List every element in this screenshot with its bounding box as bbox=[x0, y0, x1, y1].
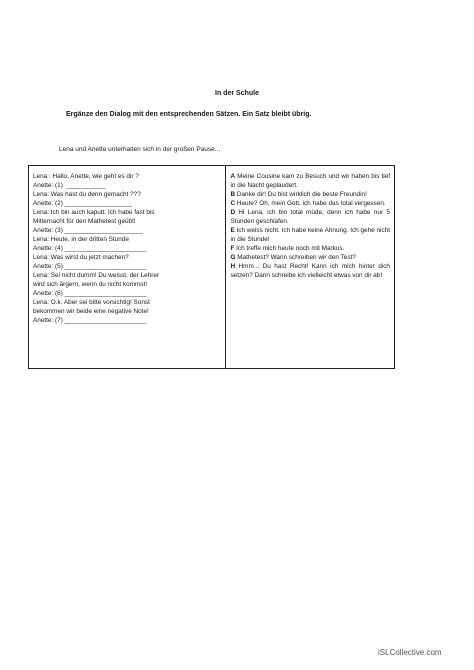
option-text: Heute? Oh, mein Gott, ich habe das total vergessen. bbox=[235, 200, 386, 207]
dialog-line: Lena : Hallo, Anette, wie geht es dir ? bbox=[33, 173, 139, 180]
dialog-line: Anette: (7) _______________________ bbox=[33, 317, 147, 324]
dialog-line: Anette: (6) _______________________ bbox=[33, 290, 147, 297]
option-letter: A bbox=[230, 173, 236, 180]
intro-text: Lena und Anette unterhalten sich in der großen Pause... bbox=[59, 146, 221, 153]
dialog-line: Lena: Was wirst du jetzt machen? bbox=[33, 254, 129, 261]
dialog-line: Anette: (4) _______________________ bbox=[33, 245, 147, 252]
option-text: Hi Lena, ich bin total müde, denn ich habe nur 5 Stunden geschlafen. bbox=[230, 209, 390, 225]
dialog-line: wird sich ärgern, wenn du nicht kommst! bbox=[33, 281, 148, 288]
exercise-table bbox=[28, 165, 395, 369]
dialog-line: Anette: (1) ___________ bbox=[33, 182, 106, 189]
dialog-line: Lena: O.k. Aber sei bitte vorsichtig! Sonst bbox=[33, 299, 150, 306]
option-item bbox=[230, 172, 390, 190]
option-item bbox=[230, 253, 390, 262]
worksheet-title: In der Schule bbox=[215, 90, 259, 97]
option-letter: H bbox=[230, 263, 236, 270]
dialog-line: Lena: Heute, in der dritten Stunde bbox=[33, 236, 129, 243]
site-watermark: iSLCollective.com bbox=[378, 648, 442, 657]
option-letter: C bbox=[230, 200, 236, 207]
dialog-line: Lena: Ich bin auch kaputt. Ich habe fast bis bbox=[33, 209, 155, 216]
dialog-line: Anette: (5) _______________________ bbox=[33, 263, 147, 270]
dialog-line: Lena: Was hast du denn gemacht ??? bbox=[33, 191, 141, 198]
dialog-line: Lena: Sei nicht dumm! Du weisst, der Lehrer bbox=[33, 272, 160, 279]
instruction-text: Ergänze den Dialog mit den entsprechenden Sätzen. Ein Satz bleibt übrig. bbox=[66, 111, 312, 118]
option-text: Hmm... Du hast Recht! Kann ich mich hinter dich setzen? Dann schreibe ich vielleicht etwas von dir ab! bbox=[230, 263, 390, 279]
option-item bbox=[230, 244, 390, 253]
dialog-line: bekommen wir beide eine negative Note! bbox=[33, 308, 149, 315]
option-letter: F bbox=[230, 245, 235, 252]
option-letter: D bbox=[230, 209, 236, 216]
options-column bbox=[226, 166, 394, 368]
dialog-column bbox=[29, 166, 226, 368]
option-text: Danke dir! Du bist wirklich die beste Freundin! bbox=[235, 191, 367, 198]
option-text: Mathetest? Wann schreiben wir den Test? bbox=[235, 254, 356, 261]
option-text: Meine Cousine kam zu Besuch und wir haben bis tief in die Nacht geplaudert. bbox=[230, 173, 390, 189]
option-item bbox=[230, 199, 390, 208]
option-letter: B bbox=[230, 191, 236, 198]
option-text: Ich treffe mich heute noch mit Markus. bbox=[234, 245, 345, 252]
option-item bbox=[230, 190, 390, 199]
dialog-line: Mitternacht für den Mathetest geübt! bbox=[33, 218, 136, 225]
option-item bbox=[230, 208, 390, 226]
option-item bbox=[230, 262, 390, 280]
option-text: Ich weiss nicht. Ich habe keine Ahnung. Ich gehe nicht in die Stunde! bbox=[230, 227, 390, 243]
option-letter: G bbox=[230, 254, 236, 261]
option-letter: E bbox=[230, 227, 235, 234]
option-item bbox=[230, 226, 390, 244]
dialog-line: Anette: (2) ___________________ bbox=[33, 200, 133, 207]
dialog-line: Anette: (3) ______________________ bbox=[33, 227, 143, 234]
